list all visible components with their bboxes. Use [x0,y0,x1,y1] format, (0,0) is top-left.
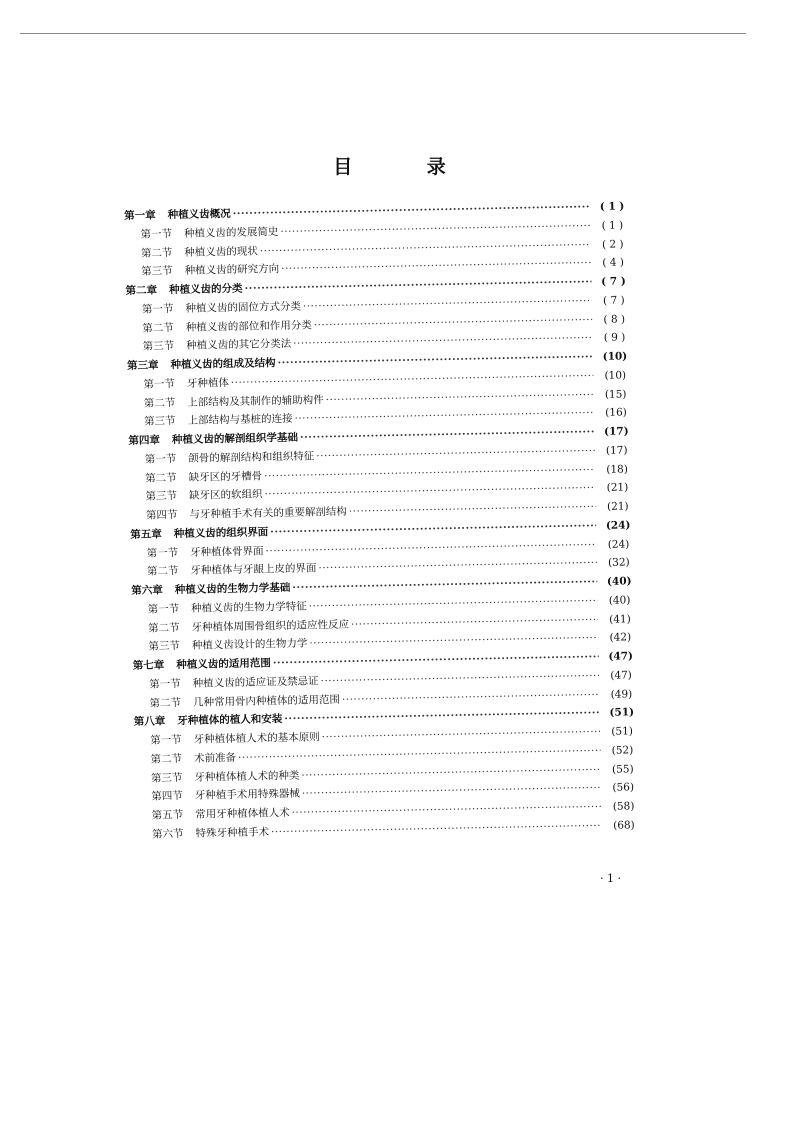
entry-page: (51) [609,706,635,720]
entry-title: 种植义齿的部位和作用分类 [185,318,312,334]
entry-page: ( 1 ) [601,219,624,232]
entry-title: 种植义齿的研究方向 [184,263,280,278]
entry-page: (42) [609,631,632,645]
entry-title: 种植义齿的解剖组织学基础 [171,431,299,447]
entry-page: ( 7 ) [602,294,625,307]
dot-leader [273,651,599,669]
entry-number: 第二节 [149,696,182,710]
entry-page: (16) [605,406,627,420]
dot-leader [318,557,597,574]
entry-number: 第三节 [148,640,181,653]
dot-leader [309,595,598,613]
entry-number: 第三章 [126,359,159,372]
entry-page: (47) [610,669,632,682]
entry-page: ( 4 ) [602,256,625,270]
entry-title: 种植义齿的固位方式分类 [185,300,302,315]
entry-page: (17) [603,425,629,438]
entry-page: (40) [606,575,632,588]
dot-leader [309,632,598,650]
dot-leader [293,332,593,350]
entry-page: ( 1 ) [599,200,625,213]
dot-leader [292,801,602,819]
table-of-contents [124,198,644,845]
entry-title: 种植义齿的组织界面 [173,526,269,540]
entry-title: 牙种植体与牙龈上皮的界面 [190,562,317,578]
entry-title: 种植义齿的生物力学基础 [174,581,291,597]
page-title: 目 录 [333,156,480,178]
entry-number: 第三节 [141,265,173,278]
entry-page: (32) [608,556,630,570]
entry-number: 第三节 [142,340,175,353]
entry-page: (21) [606,500,629,513]
entry-number: 第五节 [151,808,184,822]
entry-number: 第二节 [142,321,174,335]
entry-page: (21) [606,481,629,495]
dot-leader [271,820,602,838]
entry-title: 牙种植体 [186,376,229,390]
entry-page: ( 9 ) [603,331,626,345]
dot-leader [342,688,600,705]
entry-number: 第三节 [143,415,176,428]
entry-number: 第一节 [149,677,181,691]
dot-leader [281,257,591,275]
entry-page: (55) [611,762,634,776]
dot-leader [303,295,592,313]
dot-leader [294,407,594,425]
entry-number: 第六节 [151,827,184,841]
dot-leader [316,445,595,462]
dot-leader [321,670,600,687]
entry-title: 牙种植体的植人和安装 [177,713,283,728]
entry-title: 牙种植体骨界面 [190,544,264,559]
entry-page: ( 7 ) [601,275,626,288]
entry-number: 第二节 [145,471,177,485]
entry-number: 第四节 [145,509,178,522]
dot-leader [277,351,593,369]
entry-number: 第四节 [151,790,183,803]
entry-number: 第一节 [150,733,182,747]
entry-number: 第一节 [140,227,173,241]
dot-leader [326,389,594,406]
entry-number: 第七章 [132,659,165,672]
entry-title: 种植义齿的其它分类法 [186,338,292,353]
entry-number: 第三节 [145,490,178,503]
entry-title: 常用牙种植体植人术 [195,806,290,821]
entry-title: 种植义齿的适用范围 [176,657,271,672]
entry-title: 上部结构及其制作的辅助构件 [187,393,324,409]
entry-page: ( 2 ) [601,237,624,251]
entry-title: 上部结构与基桩的连接 [187,413,293,428]
entry-number: 第二章 [125,284,158,297]
dot-leader [322,726,601,743]
entry-page: (18) [606,462,628,476]
page-number-footer: · 1 · [600,872,621,885]
entry-number: 第八章 [133,715,166,729]
dot-leader [280,220,590,238]
entry-title: 术前准备 [193,751,237,765]
dot-leader [264,464,595,482]
dot-leader [244,276,591,295]
entry-title: 颌骨的解剖结构和组织特征 [188,450,315,465]
entry-number: 第一章 [124,209,156,222]
entry-number: 第一节 [147,602,180,616]
dot-leader [314,314,593,331]
entry-page: (40) [608,594,631,607]
entry-number: 第二节 [150,752,183,766]
entry-page: (49) [610,687,633,701]
entry-number: 第三节 [150,771,183,785]
entry-title: 几种常用骨内种植体的适用范围 [192,693,341,709]
entry-title: 牙种植手术用特殊器械 [194,787,300,802]
entry-page: (58) [612,800,635,813]
entry-page: ( 8 ) [603,312,626,326]
entry-page: (17) [605,444,628,457]
entry-number: 第六章 [131,584,163,597]
entry-title: 种植义齿的生物力学特征 [191,600,307,615]
entry-number: 第二节 [140,246,173,260]
entry-number: 第一节 [144,452,177,466]
entry-page: (47) [608,650,634,663]
dot-leader [270,520,596,538]
entry-title: 种植义齿的适应证及禁忌证 [192,675,319,690]
entry-page: (41) [609,612,631,626]
entry-number: 第五章 [130,528,162,541]
entry-title: 与牙种植手术有关的重要解剖结构 [189,505,347,521]
entry-number: 第一节 [143,377,175,391]
dot-leader [265,538,596,556]
entry-number: 第二节 [146,565,179,578]
entry-title: 种植义齿的分类 [168,282,243,297]
entry-title: 种植义齿的组成及结构 [170,357,276,372]
dot-leader [233,201,591,220]
entry-page: (52) [611,744,634,757]
dot-leader [292,576,597,594]
entry-title: 牙种植体植人术的基本原则 [193,731,320,746]
entry-page: (56) [612,781,635,794]
dot-leader [349,501,596,518]
entry-number: 第四章 [128,434,161,447]
entry-number: 第一节 [146,546,179,560]
entry-page: (68) [613,819,635,832]
entry-title: 缺牙区的软组织 [188,488,263,503]
dot-leader [351,613,598,630]
entry-title: 牙种植体周围骨组织的适应性反应 [191,618,350,634]
entry-number: 第二节 [143,396,176,410]
dot-leader [284,707,600,725]
dot-leader [302,782,602,800]
entry-page: (15) [604,387,627,401]
entry-page: (24) [605,519,631,532]
entry-page: (51) [611,725,634,738]
entry-title: 种植义齿设计的生物力学 [191,637,308,653]
entry-title: 种植义齿概况 [167,207,231,222]
entry-title: 种植义齿的现状 [184,244,258,259]
dot-leader [260,239,591,257]
entry-page: (24) [607,537,630,551]
entry-title: 缺牙区的牙槽骨 [188,469,263,484]
dot-leader [264,482,595,500]
dot-leader [300,426,595,444]
entry-page: (10) [602,350,628,363]
entry-page: (10) [604,369,627,382]
dot-leader [301,763,601,781]
entry-title: 牙种植体植人术的种类 [194,769,300,784]
entry-number: 第一节 [141,302,174,316]
entry-title: 特殊牙种植手术 [195,826,270,840]
entry-number: 第二节 [147,621,180,635]
page-top-rule [20,33,746,34]
entry-title: 种植义齿的发展简史 [183,225,279,240]
